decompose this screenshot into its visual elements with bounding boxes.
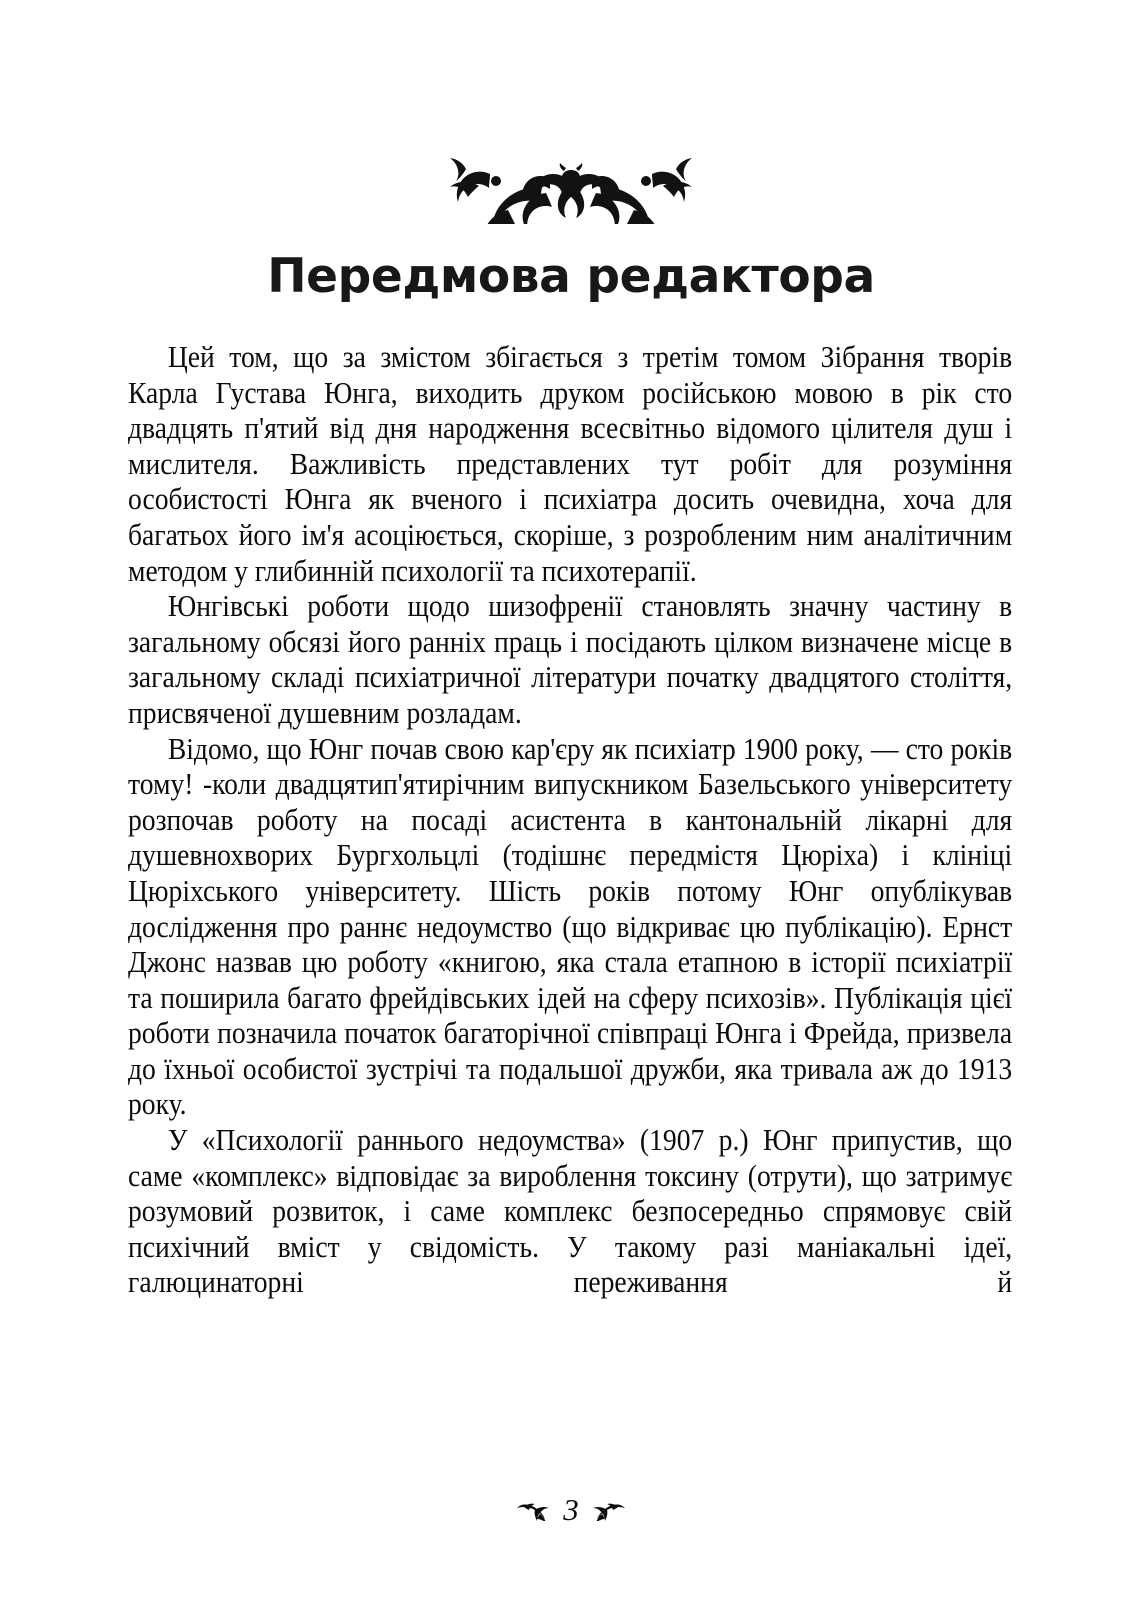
page-footer — [0, 1492, 1142, 1527]
page-number: 3 — [563, 1492, 579, 1527]
paragraph: Юнгівські роботи щодо шизофренії становлять значну частину в загальному обсязі його ранніх праць і посідають цілком визначене місце в загальному складі психіатричної літератури початку двадцятого століття, присвяченої душевним розладам. — [128, 589, 1013, 730]
leaf-vine-ornament-left-icon — [516, 1503, 550, 1521]
paragraph: У «Психології раннього недоумства» (1907 р.) Юнг припустив, що саме «комплекс» відповідає за вироблення токсину (отрути), що затримує розумовий розвиток, і саме комплекс безпосередньо спрямовує свій психічний вміст у свідомість. У такому разі маніакальні ідеї, галюцинаторні переживання й — [128, 1123, 1013, 1300]
floral-divider-ornament-icon — [446, 152, 696, 224]
paragraph: Відомо, що Юнг почав свою кар'єру як психіатр 1900 року, — сто років тому! -коли двадцятип'ятирічним випускником Базельського університету розпочав роботу на посаді асистента в кантональній лікарні для душевнохворих Бургхольцлі (тодішнє передмістя Цюріха) і клініці Цюріхського університету. Шість років потому Юнг опублікував дослідження про раннє недоумство (що відкриває цю публікацію). Ернст Джонс назвав цю роботу «книгою, яка стала етапною в історії психіатрії та поширила багато фрейдівських ідей на сферу психозів». Публікація цієї роботи позначила початок багаторічної співпраці Юнга і Фрейда, призвела до їхньої особистої зустрічі та подальшої дружби, яка тривала аж до 1913 року. — [128, 731, 1013, 1122]
page-title: Передмова редактора — [267, 249, 875, 304]
body-text-block — [128, 340, 1012, 1301]
paragraph: Цей том, що за змістом збігається з третім томом Зібрання творів Карла Густава Юнга, виходить друком російською мовою в рік сто двадцять п'ятий від дня народження всесвітньо відомого цілителя душ і мислителя. Важливість представлених тут робіт для розуміння особистості Юнга як вченого і психіатра досить очевидна, хоча для багатьох його ім'я асоціюється, скоріше, з розробленим ним аналітичним методом у глибинній психології та психотерапії. — [128, 340, 1013, 588]
header-ornament — [0, 152, 1142, 224]
leaf-vine-ornament-right-icon — [592, 1503, 626, 1521]
